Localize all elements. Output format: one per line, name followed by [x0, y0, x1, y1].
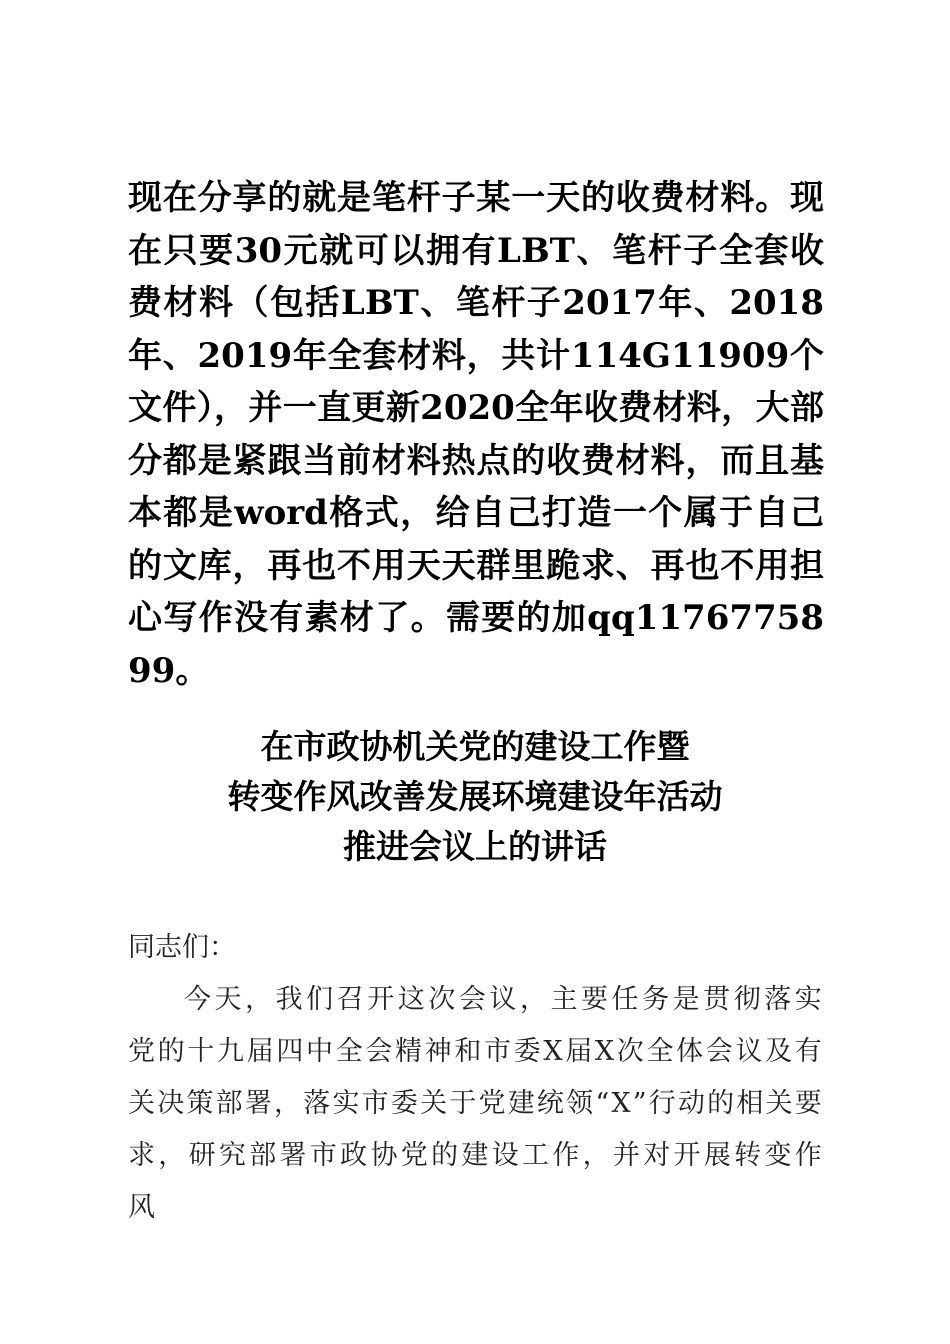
speech-title: [0, 722, 950, 872]
promo-paragraph: 现在分享的就是笔杆子某一天的收费材料。现在只要30元就可以拥有LBT、笔杆子全套收费材料（包括LBT、笔杆子2017年、2018年、2019年全套材料，共计114G11909个文件），并一直更新2020全年收费材料，大部分都是紧跟当前材料热点的收费材料，而且基本都是word格式，给自己打造一个属于自己的文库，再也不用天天群里跪求、再也不用担心写作没有素材了。需要的加qq1176775899。: [128, 178, 824, 691]
title-line-2: 转变作风改善发展环境建设年活动: [227, 777, 723, 816]
speech-body: [128, 922, 824, 1234]
title-line-1: 在市政协机关党的建设工作暨: [260, 727, 690, 766]
title-line-3: 推进会议上的讲话: [343, 827, 607, 866]
salutation: 同志们：: [128, 932, 236, 963]
body-paragraph: 今天，我们召开这次会议，主要任务是贯彻落实党的十九届四中全会精神和市委X届X次全体会议及有关决策部署，落实市委关于党建统领“X”行动的相关要求，研究部署市政协党的建设工作，并对开展转变作风: [128, 984, 824, 1223]
